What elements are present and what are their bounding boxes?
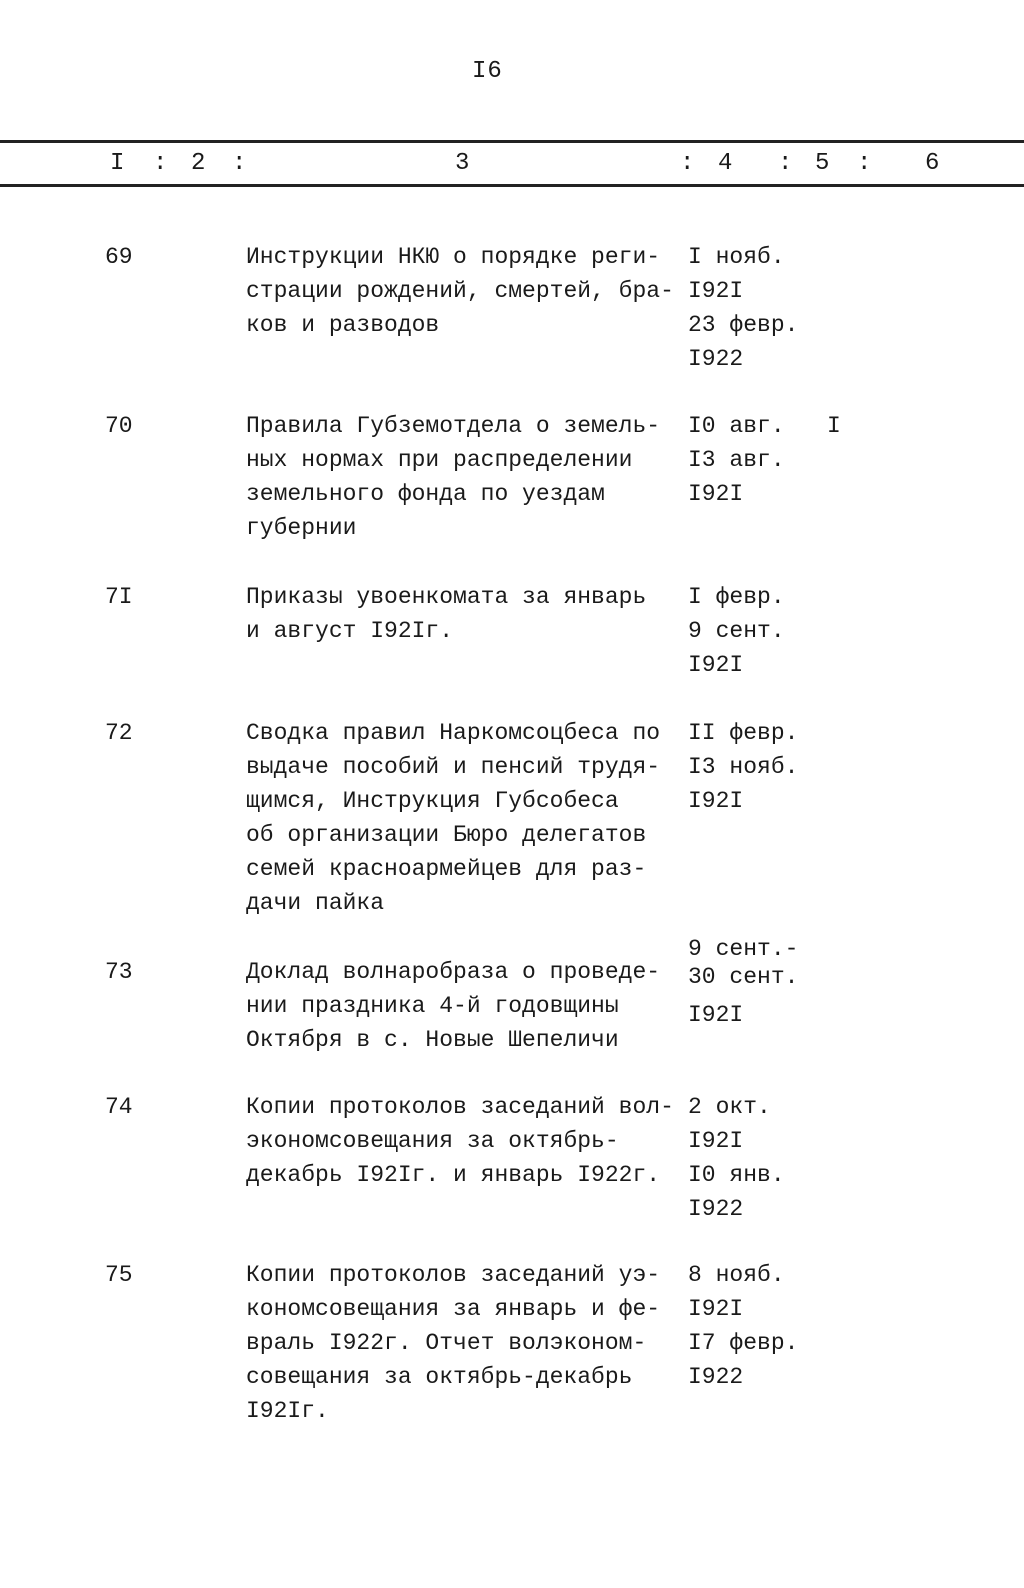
column-separator: : (778, 150, 793, 177)
date-line: I92I (688, 652, 744, 678)
title-line: ных нормах при распределении (246, 447, 633, 473)
title-line: земельного фонда по уездам (246, 481, 605, 507)
title-line: экономсовещания за октябрь- (246, 1128, 619, 1154)
record-dates (688, 240, 798, 376)
title-line: страции рождений, смертей, бра- (246, 278, 674, 304)
column-header-4: 4 (718, 150, 733, 177)
column-header-1: I (110, 150, 125, 177)
record-number: 73 (105, 959, 133, 985)
title-line: совещания за октябрь-декабрь (246, 1364, 633, 1390)
date-line: 9 сент.- (688, 936, 799, 962)
title-line: Приказы увоенкомата за январь (246, 584, 647, 610)
title-line: и август I92Iг. (246, 618, 454, 644)
date-line: I3 нояб. (688, 754, 799, 780)
header-bottom-rule (0, 184, 1024, 187)
date-line: I922 (688, 346, 744, 372)
record-number: 72 (105, 720, 133, 746)
record-number: 75 (105, 1262, 133, 1288)
title-line: нии праздника 4-й годовщины (246, 993, 619, 1019)
date-line: 30 сент. (688, 964, 799, 990)
column-header-2: 2 (191, 150, 206, 177)
record-number: 70 (105, 413, 133, 439)
record-title (246, 1258, 676, 1428)
date-line: I7 февр. (688, 1330, 799, 1356)
title-line: выдаче пособий и пенсий трудя- (246, 754, 661, 780)
date-line: I92I (688, 788, 744, 814)
title-line: декабрь I92Iг. и январь I922г. (246, 1162, 661, 1188)
title-line: I92Iг. (246, 1398, 329, 1424)
title-line: Октября в с. Новые Шепеличи (246, 1027, 619, 1053)
record-dates (688, 935, 798, 1029)
title-line: кономсовещания за январь и фе- (246, 1296, 661, 1322)
record-dates (688, 716, 798, 818)
title-line: об организации Бюро делегатов (246, 822, 647, 848)
record-number: 69 (105, 244, 133, 270)
date-line: 9 сент. (688, 618, 785, 644)
title-line: щимся, Инструкция Губсобеса (246, 788, 619, 814)
column-separator: : (232, 150, 247, 177)
date-line: I3 авг. (688, 447, 785, 473)
date-line: I0 янв. (688, 1162, 785, 1188)
header-top-rule (0, 140, 1024, 143)
record-number: 74 (105, 1094, 133, 1120)
date-line: 2 окт. (688, 1094, 771, 1120)
title-line: Доклад волнаробраза о проведе- (246, 959, 661, 985)
column-separator: : (153, 150, 168, 177)
date-line: II февр. (688, 720, 799, 746)
record-sheet-count: I (827, 413, 841, 439)
date-line: I92I (688, 1002, 744, 1028)
title-line: губернии (246, 515, 357, 541)
record-title (246, 409, 676, 545)
record-number: 7I (105, 584, 133, 610)
title-line: Правила Губземотдела о земель- (246, 413, 661, 439)
date-line: I92I (688, 1296, 744, 1322)
title-line: дачи пайка (246, 890, 385, 916)
title-line: семей красноармейцев для раз- (246, 856, 647, 882)
date-line: I922 (688, 1196, 744, 1222)
record-title (246, 1090, 676, 1192)
date-line: I92I (688, 1128, 744, 1154)
date-line: I февр. (688, 584, 785, 610)
record-dates (688, 409, 785, 511)
title-line: ков и разводов (246, 312, 440, 338)
record-dates (688, 580, 785, 682)
column-header-5: 5 (815, 150, 830, 177)
date-line: I нояб. (688, 244, 785, 270)
title-line: Сводка правил Наркомсоцбеса по (246, 720, 661, 746)
record-title (246, 240, 676, 342)
page-number: I6 (472, 58, 503, 85)
date-line: I0 авг. (688, 413, 785, 439)
title-line: враль I922г. Отчет волэконом- (246, 1330, 647, 1356)
date-line: I92I (688, 278, 744, 304)
date-line: 8 нояб. (688, 1262, 785, 1288)
column-header-row (0, 150, 1024, 180)
date-line: I92I (688, 481, 744, 507)
title-line: Инструкции НКЮ о порядке реги- (246, 244, 661, 270)
column-header-3: 3 (455, 150, 470, 177)
record-dates (688, 1090, 785, 1226)
record-dates (688, 1258, 798, 1394)
column-separator: : (857, 150, 872, 177)
title-line: Копии протоколов заседаний уэ- (246, 1262, 661, 1288)
column-header-6: 6 (925, 150, 940, 177)
record-title (246, 580, 676, 648)
date-line: 23 февр. (688, 312, 799, 338)
date-line: I922 (688, 1364, 744, 1390)
title-line: Копии протоколов заседаний вол- (246, 1094, 674, 1120)
column-separator: : (680, 150, 695, 177)
record-title (246, 716, 676, 920)
record-title (246, 955, 676, 1057)
